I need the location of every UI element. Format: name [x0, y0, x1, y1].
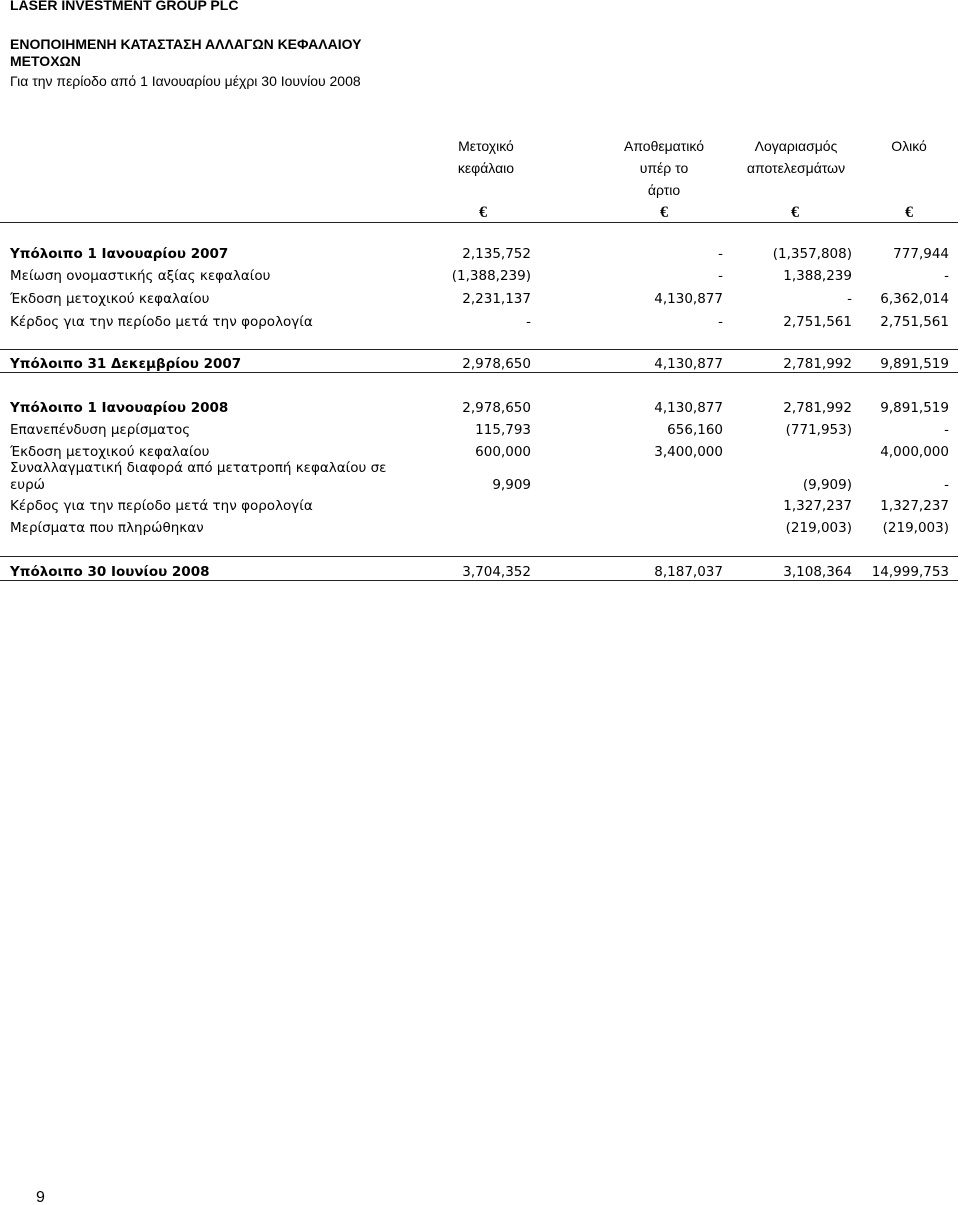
cell-share-premium: -: [718, 314, 723, 330]
cell-share-premium: 8,187,037: [654, 564, 723, 580]
col-share-premium-heading: άρτιο: [647, 182, 681, 198]
cell-share-capital: (1,388,239): [451, 268, 531, 284]
cell-total: 9,891,519: [880, 356, 949, 372]
table-row: [0, 313, 960, 331]
row-label: Μείωση ονομαστικής αξίας κεφαλαίου: [10, 268, 271, 284]
row-label: Έκδοση μετοχικού κεφαλαίου: [10, 444, 210, 460]
cell-total: -: [944, 422, 949, 438]
row-label: Κέρδος για την περίοδο μετά την φορολογία: [10, 498, 313, 514]
cell-total: 777,944: [893, 246, 949, 262]
cell-total: 6,362,014: [880, 291, 949, 307]
col-share-premium-heading: Αποθεματικό: [623, 138, 705, 154]
statement-title: ΕΝΟΠΟΙΗΜΕΝΗ ΚΑΤΑΣΤΑΣΗ ΑΛΛΑΓΩΝ ΚΕΦΑΛΑΙΟΥ: [10, 36, 362, 52]
row-label: Μερίσματα που πληρώθηκαν: [10, 520, 204, 536]
row-label-continued: ευρώ: [10, 477, 45, 493]
row-label: Έκδοση μετοχικού κεφαλαίου: [10, 291, 210, 307]
header-rule: [0, 222, 958, 223]
cell-retained-earnings: 1,388,239: [783, 268, 852, 284]
row-label: Επανεπένδυση μερίσματος: [10, 422, 191, 438]
table-row: [0, 245, 960, 263]
cell-retained-earnings: 1,327,237: [783, 498, 852, 514]
cell-share-capital: 600,000: [475, 444, 531, 460]
cell-share-capital: 9,909: [492, 477, 531, 493]
row-label: Υπόλοιπο 1 Ιανουαρίου 2008: [10, 400, 229, 416]
cell-retained-earnings: (1,357,808): [772, 246, 852, 262]
euro-symbol: €: [660, 204, 668, 221]
euro-symbol: €: [479, 204, 487, 221]
statement-title-continued: ΜΕΤΟΧΩΝ: [10, 53, 81, 69]
cell-share-premium: 4,130,877: [654, 291, 723, 307]
cell-retained-earnings: (771,953): [785, 422, 852, 438]
subtotal-rule: [0, 372, 958, 373]
table-row: [0, 519, 960, 537]
col-total-heading: Ολικό: [891, 138, 927, 154]
table-row: [0, 290, 960, 308]
cell-share-premium: 656,160: [667, 422, 723, 438]
cell-total: -: [944, 477, 949, 493]
row-label: Υπόλοιπο 31 Δεκεμβρίου 2007: [10, 356, 242, 372]
col-share-capital-heading: κεφάλαιο: [457, 160, 515, 176]
total-rule: [0, 556, 958, 557]
cell-share-capital: -: [526, 314, 531, 330]
col-retained-earnings-heading: αποτελεσμάτων: [746, 160, 846, 176]
row-label: Υπόλοιπο 30 Ιουνίου 2008: [10, 564, 210, 580]
cell-retained-earnings: -: [847, 291, 852, 307]
cell-retained-earnings: 2,781,992: [783, 356, 852, 372]
cell-total: 14,999,753: [871, 564, 949, 580]
table-row: [0, 399, 960, 417]
cell-share-capital: 2,135,752: [462, 246, 531, 262]
table-row: [0, 497, 960, 515]
page-number: 9: [36, 1189, 45, 1205]
cell-share-capital: 3,704,352: [462, 564, 531, 580]
cell-share-capital: 115,793: [475, 422, 531, 438]
table-row: [0, 421, 960, 439]
cell-retained-earnings: 2,781,992: [783, 400, 852, 416]
cell-retained-earnings: 3,108,364: [783, 564, 852, 580]
cell-share-premium: 4,130,877: [654, 356, 723, 372]
total-rule: [0, 580, 958, 581]
euro-symbol: €: [791, 204, 799, 221]
row-label: Υπόλοιπο 1 Ιανουαρίου 2007: [10, 246, 229, 262]
cell-retained-earnings: 2,751,561: [783, 314, 852, 330]
col-share-capital-heading: Μετοχικό: [458, 138, 514, 154]
cell-total: 9,891,519: [880, 400, 949, 416]
cell-retained-earnings: (9,909): [802, 477, 852, 493]
col-retained-earnings-heading: Λογαριασμός: [754, 138, 838, 154]
cell-share-premium: -: [718, 268, 723, 284]
table-row: [0, 563, 960, 581]
cell-retained-earnings: (219,003): [785, 520, 852, 536]
company-name: LASER INVESTMENT GROUP PLC: [10, 0, 239, 13]
cell-total: 1,327,237: [880, 498, 949, 514]
row-label: Κέρδος για την περίοδο μετά την φορολογία: [10, 314, 313, 330]
table-row: [0, 267, 960, 285]
cell-total: 2,751,561: [880, 314, 949, 330]
cell-total: (219,003): [882, 520, 949, 536]
cell-total: -: [944, 268, 949, 284]
cell-share-capital: 2,978,650: [462, 356, 531, 372]
table-row: [0, 459, 960, 494]
cell-share-capital: 2,231,137: [462, 291, 531, 307]
cell-share-capital: 2,978,650: [462, 400, 531, 416]
cell-total: 4,000,000: [880, 444, 949, 460]
row-label: Συναλλαγματική διαφορά από μετατροπή κεφαλαίου σε: [10, 460, 387, 476]
euro-symbol: €: [905, 204, 913, 221]
cell-share-premium: 4,130,877: [654, 400, 723, 416]
cell-share-premium: -: [718, 246, 723, 262]
table-row: [0, 355, 960, 373]
statement-period: Για την περίοδο από 1 Ιανουαρίου μέχρι 30 Ιουνίου 2008: [10, 73, 361, 89]
subtotal-rule: [0, 349, 958, 350]
col-share-premium-heading: υπέρ το: [639, 160, 689, 176]
cell-share-premium: 3,400,000: [654, 444, 723, 460]
